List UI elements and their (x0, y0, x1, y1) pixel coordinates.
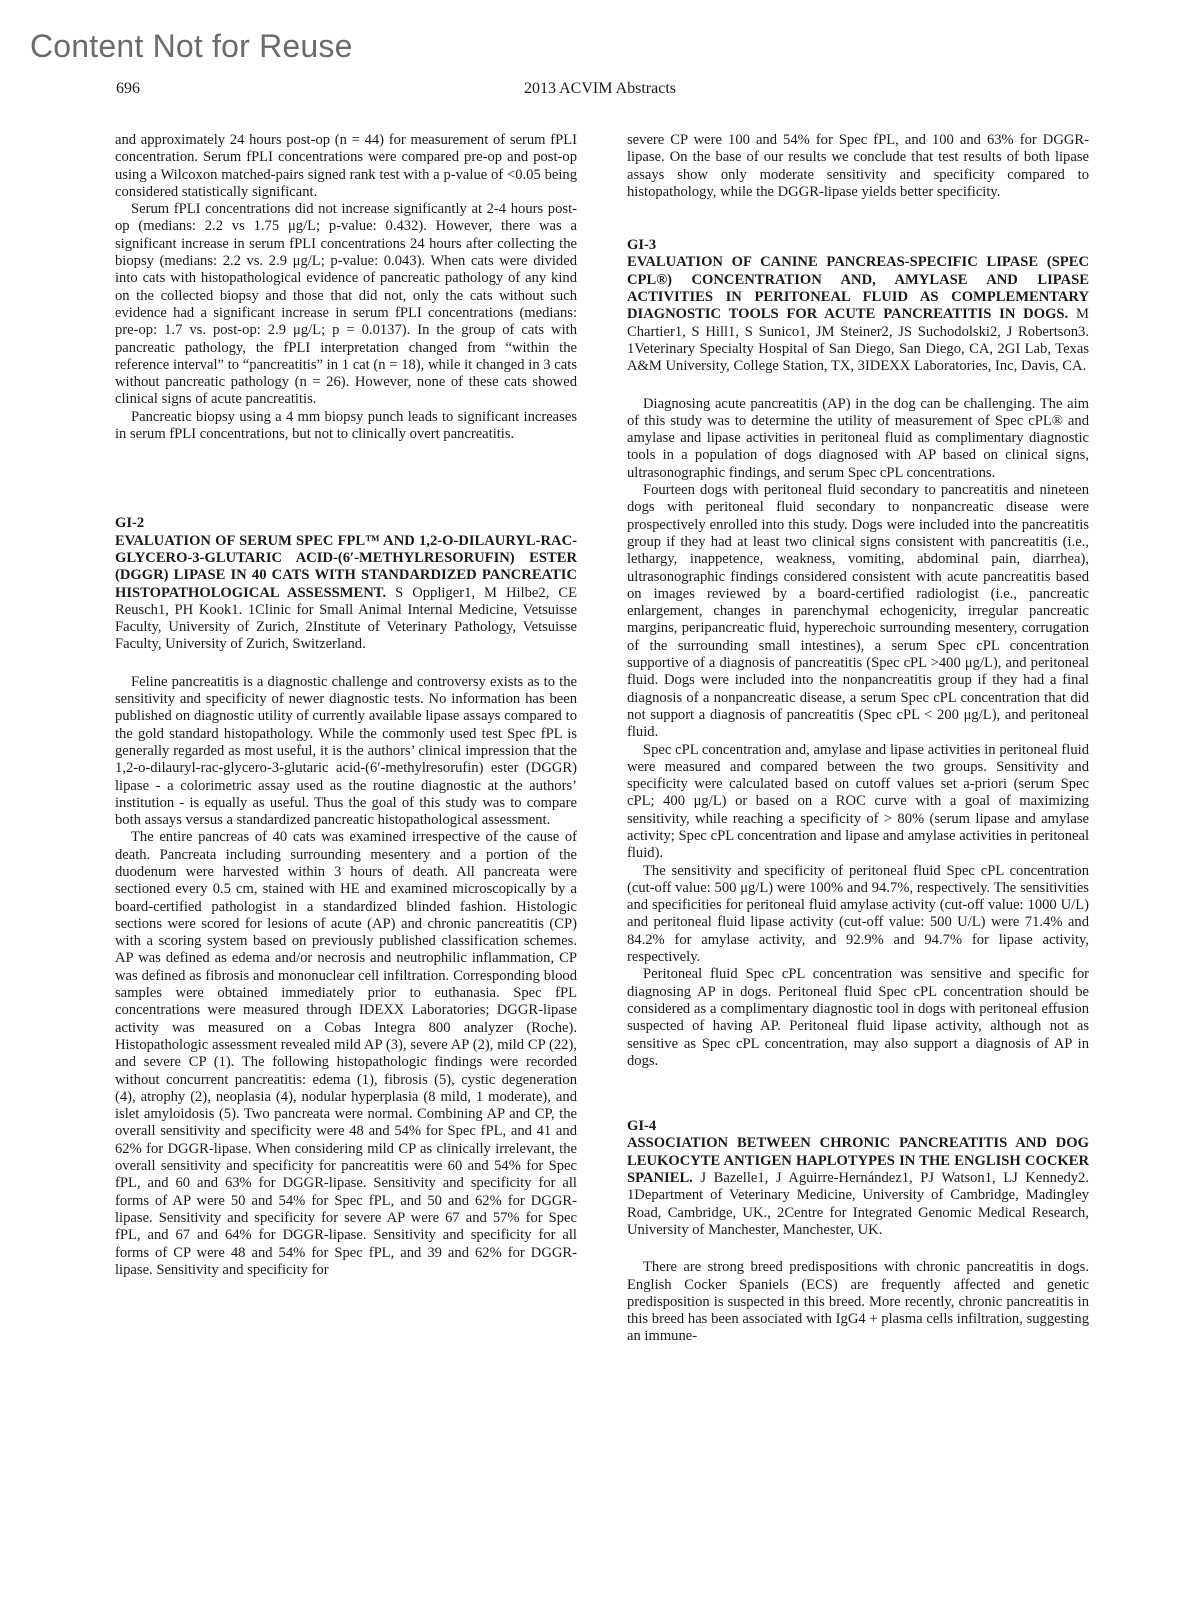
abstract-body (115, 674, 577, 1279)
abstract-title: EVALUATION OF CANINE PANCREAS-SPECIFIC LIPASE (SPEC CPL®) CONCENTRATION AND, AMYLASE AND LIPASE ACTIVITIES IN PERITONEAL FLUID AS COMPLEMENTARY DIAGNOSTIC TOOLS FOR ACUTE PANCREATITIS IN DOGS. (627, 254, 1089, 323)
abstract-gi-4 (627, 1118, 1089, 1346)
body-paragraph: Peritoneal fluid Spec cPL concentration was sensitive and specific for diagnosing AP in dogs. Peritoneal fluid Spec cPL concentration should be considered as a complimentary diagnostic tool in dogs with peritoneal effusion suspected of having AP. Peritoneal fluid lipase activity, although not as sensitive as Spec cPL concentration, may also support a diagnosis of AP in dogs. (627, 966, 1089, 1069)
abstract-body (627, 396, 1089, 1071)
right-column (627, 132, 1089, 1346)
watermark: Content Not for Reuse (30, 28, 353, 64)
abstract-title: ASSOCIATION BETWEEN CHRONIC PANCREATITIS AND DOG LEUKOCYTE ANTIGEN HAPLOTYPES IN THE ENGLISH COCKER SPANIEL. (627, 1135, 1089, 1187)
abstract-body (627, 1259, 1089, 1345)
running-head: 2013 ACVIM Abstracts (524, 80, 676, 97)
abstract-heading (627, 254, 1089, 375)
abstract-title: EVALUATION OF SERUM SPEC FPL™ AND 1,2-O-DILAURYL-RAC-GLYCERO-3-GLUTARIC ACID-(6′-METHYLRESORUFIN) ESTER (DGGR) LIPASE IN 40 CATS WITH STANDARDIZED PANCREATIC HISTOPATHOLOGICAL ASSESSMENT. (115, 532, 577, 601)
body-paragraph: severe CP were 100 and 54% for Spec fPL, and 100 and 63% for DGGR-lipase. On the base of our results we conclude that test results of both lipase assays show only moderate sensitivity and specificity compared to histopathology, while the DGGR-lipase yields better specificity. (627, 132, 1089, 200)
body-paragraph: Feline pancreatitis is a diagnostic challenge and controversy exists as to the sensitivity and specificity of newer diagnostic tests. No information has been published on diagnostic utility of currently available lipase assays compared to the gold standard histopathology. While the commonly used test Spec fPL is generally regarded as most useful, it is the authors’ clinical impression that the 1,2-o-dilauryl-rac-glycero-3-glutaric acid-(6′-methylresorufin) ester (DGGR) lipase - a colorimetric assay used as the routine diagnostic at the authors’ institution - is equally as useful. Thus the goal of this study was to compare both assays versus a standardized pancreatic histopathological assessment. (115, 673, 577, 829)
body-paragraph: Serum fPLI concentrations did not increase significantly at 2-4 hours post-op (medians: 2.2 vs 1.75 μg/L; p-value: 0.432). However, there was a significant increase in serum fPLI concentrations 24 hours after collecting the biopsy (medians: 2.2 vs. 2.9 μg/L; p-value: 0.043). When cats were divided into cats with histopathological evidence of pancreatic pathology of any kind on the collected biopsy and those that did not, only the cats without such evidence had a significant increase in serum fPLI concentrations (medians: pre-op: 1.7 vs. post-op: 2.9 μg/L; p = 0.0137). In the group of cats with pancreatic pathology, the fPLI interpretation changed from “within the reference interval” to “pancreatitis” in 1 cat (n = 18), while it changed in 3 cats without pancreatic pathology (n = 26). However, none of these cats showed clinical signs of acute pancreatitis. (115, 201, 577, 408)
abstract-authors: M Chartier1, S Hill1, S Sunico1, JM Steiner2, JS Suchodolski2, J Robertson3. 1Veterinary Specialty Hospital of San Diego, San Diego, CA, 2GI Lab, Texas A&M University, College Station, TX, 3IDEXX Laboratories, Inc, Davis, CA. (627, 306, 1090, 375)
abstract-gi-3 (627, 237, 1089, 1070)
abstract-continued (115, 132, 577, 443)
abstract-authors: J Bazelle1, J Aguirre-Hernández1, PJ Watson1, LJ Kennedy2. 1Department of Veterinary Medicine, University of Cambridge, Madingley Road, Cambridge, UK., 2Centre for Integrated Genomic Medical Research, University of Manchester, Manchester, UK. (627, 1170, 1089, 1238)
abstract-id: GI-3 (627, 237, 657, 254)
body-paragraph: The sensitivity and specificity of peritoneal fluid Spec cPL concentration (cut-off value: 500 μg/L) were 100% and 94.7%, respectively. The sensitivities and specificities for peritoneal fluid amylase activity (cut-off value: 1000 U/L) and peritoneal fluid lipase activity (cut-off value: 500 U/L) were 71.4% and 84.2% for amylase activity, and 92.9% and 94.7% for lipase activity, respectively. (627, 862, 1089, 966)
page-number: 696 (116, 80, 140, 97)
body-paragraph: The entire pancreas of 40 cats was examined irrespective of the cause of death. Pancreata including surrounding mesentery and a portion of the duodenum were harvested within 3 hours of death. All pancreata were sectioned every 0.5 cm, stained with HE and examined microscopically by a board-certified pathologist in a standardized blinded fashion. Histologic sections were scored for lesions of acute (AP) and chronic pancreatitis (CP) with a scoring system based on previously published classification schemes. AP was defined as edema and/or necrosis and neutrophilic inflammation, CP was defined as fibrosis and mononuclear cell infiltration. Corresponding blood samples were obtained immediately prior to euthanasia. Spec fPL concentrations were measured through IDEXX Laboratories; DGGR-lipase activity was measured on a Cobas Integra 800 analyzer (Roche). Histopathologic assessment revealed mild AP (3), severe AP (2), mild CP (22), and severe CP (1). The following histopathologic findings were recorded without concurrent pancreatitis: edema (1), fibrosis (5), cystic degeneration (4), atrophy (2), neoplasia (4), nodular hyperplasia (8 mild, 1 moderate), and islet amyloidosis (5). Two pancreata were normal. Combining AP and CP, the overall sensitivity and specificity were 48 and 54% for Spec fPL, and 41 and 62% for DGGR-lipase. When considering mild CP as clinically irrelevant, the overall sensitivity and specificity for pancreatitis were 60 and 54% for Spec fPL, and 60 and 63% for DGGR-lipase. Sensitivity and specificity for all forms of AP were 50 and 54% for Spec fPL, and 50 and 62% for DGGR-lipase. Sensitivity and specificity for severe AP were 67 and 57% for Spec fPL, and 67 and 64% for DGGR-lipase. Sensitivity and specificity for all forms of CP were 48 and 54% for Spec fPL, and 39 and 62% for DGGR-lipase. Sensitivity and specificity for (115, 829, 577, 1278)
body-paragraph: and approximately 24 hours post-op (n = 44) for measurement of serum fPLI concentration. Serum fPLI concentrations were compared pre-op and post-op using a Wilcoxon matched-pairs signed rank test with a p-value of <0.05 being considered statistically significant. (115, 132, 577, 200)
left-column (115, 132, 577, 1279)
abstract-gi-2 (115, 515, 577, 1279)
abstract-authors: S Oppliger1, M Hilbe2, CE Reusch1, PH Kook1. 1Clinic for Small Animal Internal Medicine, Vetsuisse Faculty, University of Zurich, 2Institute of Veterinary Pathology, Vetsuisse Faculty, University of Zurich, Switzerland. (115, 584, 577, 653)
abstract-id: GI-4 (627, 1118, 657, 1135)
body-paragraph: Diagnosing acute pancreatitis (AP) in the dog can be challenging. The aim of this study was to determine the utility of measurement of Spec cPL® and amylase and lipase activities in peritoneal fluid as complimentary diagnostic tools in a population of dogs diagnosed with AP based on clinical signs, ultrasonographic findings, and serum Spec cPL concentrations. (627, 395, 1089, 481)
abstract-id: GI-2 (115, 515, 145, 532)
body-paragraph: Fourteen dogs with peritoneal fluid secondary to pancreatitis and nineteen dogs with peritoneal fluid secondary to nonpancreatic disease were prospectively enrolled into this study. Dogs were included into the pancreatitis group if they had at least two clinical signs consistent with pancreatitis (i.e., lethargy, inappetence, weakness, vomiting, abdominal pain, diarrhea), ultrasonographic findings considered consistent with acute pancreatitis based on images reviewed by a board-certified radiologist (i.e., pancreatic enlargement, changes in parenchymal echogenicity, irregular pancreatic margins, peripancreatic fluid, hyperechoic surrounding mesentery, corrugation of the surrounding small intestines), a serum Spec cPL concentration supportive of a diagnosis of pancreatitis (Spec cPL >400 μg/L), and peritoneal fluid. Dogs were included into the nonpancreatitis group if they had a final diagnosis of a nonpancreatic disease, a serum Spec cPL concentration that did not support a diagnosis of pancreatitis (Spec cPL < 200 μg/L), and peritoneal fluid. (627, 482, 1089, 741)
abstract-heading (115, 533, 577, 654)
abstract-heading (627, 1135, 1089, 1239)
body-paragraph: There are strong breed predispositions with chronic pancreatitis in dogs. English Cocker Spaniels (ECS) are frequently affected and genetic predisposition is suspected in this breed. More recently, chronic pancreatitis in this breed has been associated with IgG4 + plasma cells infiltration, suggesting an immune- (627, 1259, 1089, 1345)
body-paragraph: Spec cPL concentration and, amylase and lipase activities in peritoneal fluid were measured and compared between the two groups. Sensitivity and specificity were calculated based on cutoff values set a-priori (serum Spec cPL; 400 μg/L) or based on a ROC curve with a goal of maximizing sensitivity, while reaching a specificity of > 80% (serum lipase and amylase activity; Spec cPL concentration and lipase and amylase activities in peritoneal fluid). (627, 741, 1089, 862)
abstract-gi-2-continued (627, 132, 1089, 201)
body-paragraph: Pancreatic biopsy using a 4 mm biopsy punch leads to significant increases in serum fPLI concentrations, but not to clinically overt pancreatitis. (115, 408, 577, 443)
